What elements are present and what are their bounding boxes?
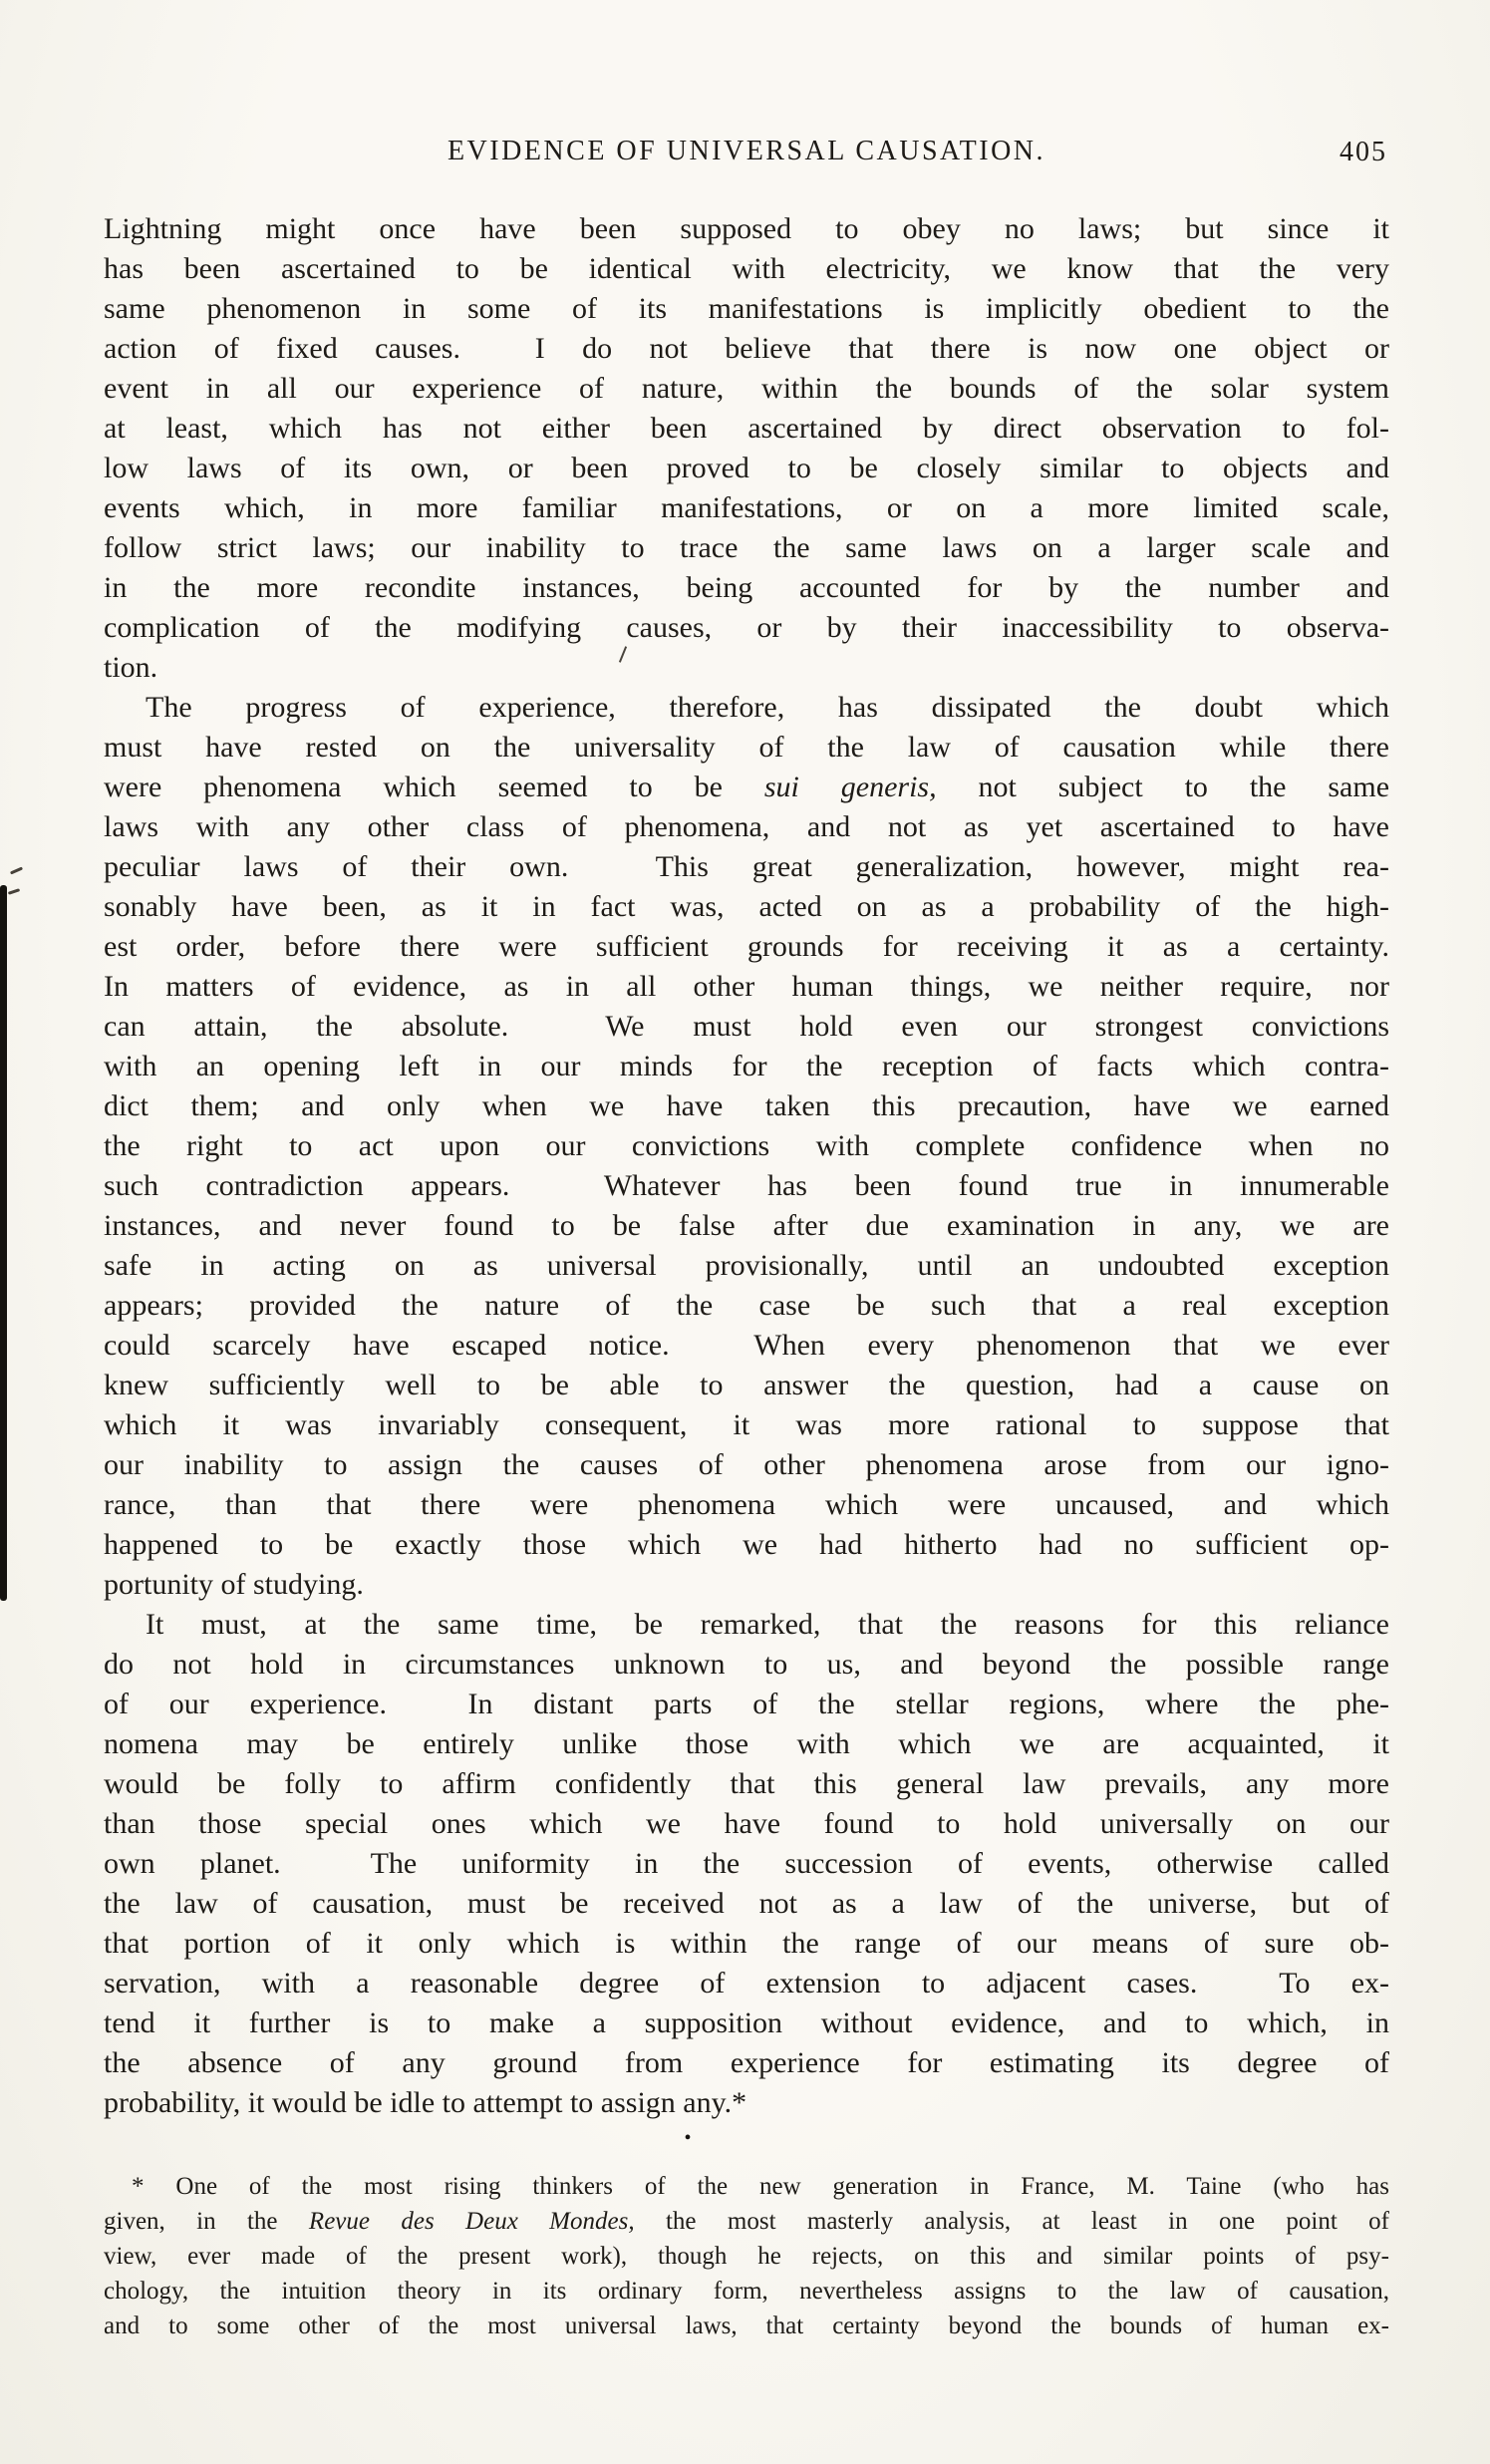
text-line: happened to be exactly those which we had hitherto had no sufficient op- <box>104 1528 1389 1561</box>
paragraph <box>104 688 1389 1605</box>
text-line: can attain, the absolute. We must hold even our strongest convictions <box>104 1010 1389 1043</box>
text-line: It must, at the same time, be remarked, that the reasons for this reliance <box>146 1608 1389 1641</box>
text-line: and to some other of the most universal laws, that certainty beyond the bounds of human ex- <box>104 2312 1389 2339</box>
text-line: * One of the most rising thinkers of the new generation in France, M. Taine (who has <box>132 2173 1389 2200</box>
text-line: which it was invariably consequent, it was more rational to suppose that <box>104 1408 1389 1441</box>
text-line: must have rested on the universality of the law of causation while there <box>104 731 1389 764</box>
text-line: with an opening left in our minds for the reception of facts which contra- <box>104 1050 1389 1082</box>
text-line: servation, with a reasonable degree of extension to adjacent cases. To ex- <box>104 1967 1389 2000</box>
scan-artifact-bar <box>0 885 7 1601</box>
text-line: events which, in more familiar manifestations, or on a more limited scale, <box>104 491 1389 524</box>
text-line: sonably have been, as it in fact was, acted on as a probability of the high- <box>104 890 1389 923</box>
text-line: knew sufficiently well to be able to answer the question, had a cause on <box>104 1369 1389 1401</box>
text-line: est order, before there were sufficient grounds for receiving it as a certainty. <box>104 930 1389 963</box>
text-line: safe in acting on as universal provisionally, until an undoubted exception <box>104 1249 1389 1282</box>
text-line: would be folly to affirm confidently that this general law prevails, any more <box>104 1767 1389 1800</box>
text-line: the law of causation, must be received not as a law of the universe, but of <box>104 1887 1389 1920</box>
paragraph <box>104 209 1389 688</box>
text-line: such contradiction appears. Whatever has been found true in innumerable <box>104 1169 1389 1202</box>
text-line: instances, and never found to be false after due examination in any, we are <box>104 1209 1389 1242</box>
text-line: complication of the modifying causes, or by their inaccessibility to observa- <box>104 611 1389 644</box>
text-line: that portion of it only which is within the range of our means of sure ob- <box>104 1927 1389 1960</box>
text-line: of our experience. In distant parts of the stellar regions, where the phe- <box>104 1688 1389 1720</box>
text-line: follow strict laws; our inability to trace the same laws on a larger scale and <box>104 531 1389 564</box>
text-line: could scarcely have escaped notice. When every phenomenon that we ever <box>104 1329 1389 1362</box>
text-line: same phenomenon in some of its manifestations is implicitly obedient to the <box>104 292 1389 325</box>
text-line: tion. <box>104 651 158 684</box>
text-line: The progress of experience, therefore, has dissipated the doubt which <box>146 691 1389 724</box>
text-line: In matters of evidence, as in all other human things, we neither require, nor <box>104 970 1389 1003</box>
main-text-block <box>104 209 1389 2123</box>
text-line: low laws of its own, or been proved to be closely similar to objects and <box>104 452 1389 484</box>
text-line: our inability to assign the causes of other phenomena arose from our igno- <box>104 1448 1389 1481</box>
running-head <box>104 136 1389 171</box>
text-line: laws with any other class of phenomena, and not as yet ascertained to have <box>104 810 1389 843</box>
footnote-separator-dot: • <box>684 2127 692 2149</box>
text-line: event in all our experience of nature, within the bounds of the solar system <box>104 372 1389 405</box>
text-line: were phenomena which seemed to be sui generis, not subject to the same <box>104 770 1390 803</box>
text-line: view, ever made of the present work), though he rejects, on this and similar points of psy- <box>104 2243 1389 2270</box>
text-line: portunity of studying. <box>104 1568 364 1601</box>
text-line: probability, it would be idle to attempt to assign any.* <box>104 2086 747 2119</box>
text-line: chology, the intuition theory in its ordinary form, nevertheless assigns to the law of causation, <box>104 2278 1389 2305</box>
scan-artifact-tick <box>10 866 23 874</box>
text-line: the right to act upon our convictions with complete confidence when no <box>104 1129 1389 1162</box>
text-line: given, in the Revue des Deux Mondes, the most masterly analysis, at least in one point of <box>104 2208 1390 2235</box>
text-line: action of fixed causes. I do not believe that there is now one object or <box>104 332 1389 365</box>
paragraph <box>104 1605 1389 2123</box>
text-line: has been ascertained to be identical with electricity, we know that the very <box>104 252 1389 285</box>
text-line: Lightning might once have been supposed to obey no laws; but since it <box>104 212 1389 245</box>
text-line: dict them; and only when we have taken this precaution, have we earned <box>104 1089 1389 1122</box>
footnote-block <box>104 2169 1389 2343</box>
text-line: the absence of any ground from experience for estimating its degree of <box>104 2046 1389 2079</box>
text-line: than those special ones which we have found to hold universally on our <box>104 1807 1389 1840</box>
text-line: in the more recondite instances, being accounted for by the number and <box>104 571 1389 604</box>
text-line: appears; provided the nature of the case be such that a real exception <box>104 1289 1389 1322</box>
text-line: nomena may be entirely unlike those with which we are acquainted, it <box>104 1727 1389 1760</box>
text-line: at least, which has not either been ascertained by direct observation to fol- <box>104 412 1389 445</box>
text-line: do not hold in circumstances unknown to us, and beyond the possible range <box>104 1648 1389 1681</box>
scan-artifact-tick <box>8 888 20 895</box>
text-line: rance, than that there were phenomena which were uncaused, and which <box>104 1488 1389 1521</box>
text-line: own planet. The uniformity in the succession of events, otherwise called <box>104 1847 1389 1880</box>
text-line: tend it further is to make a supposition without evidence, and to which, in <box>104 2006 1389 2039</box>
text-line: peculiar laws of their own. This great generalization, however, might rea- <box>104 850 1389 883</box>
page-number: 405 <box>1340 137 1387 167</box>
running-title: EVIDENCE OF UNIVERSAL CAUSATION. <box>447 136 1046 166</box>
